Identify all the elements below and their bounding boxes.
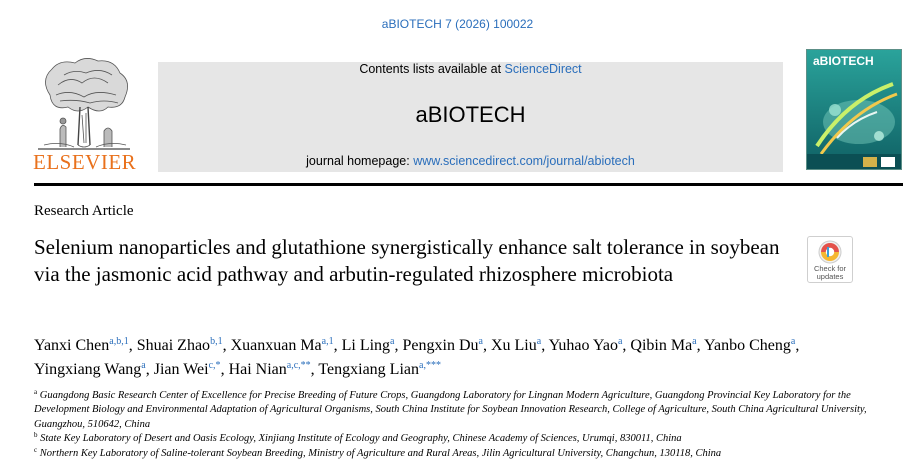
elsevier-wordmark: ELSEVIER [33,150,137,174]
journal-homepage-link[interactable]: www.sciencedirect.com/journal/abiotech [413,154,635,168]
affiliation-item: $^b$ State Key Laboratory of Desert and Oasis Ecology, Xinjiang Institute of Ecology and Geography, Chinese Academy of Sciences, Urumqi, 830011, China [34,431,682,445]
author[interactable]: Qibin Ma$^a$ [630,336,697,354]
check-updates-line1: Check for [813,264,847,273]
author[interactable]: Yanxi Chen$^{a,b,1}$ [34,336,129,354]
author[interactable]: Jian Wei$^{c,*}$ [153,360,221,378]
affiliation-item: $^c$ Northern Key Laboratory of Saline-tolerant Soybean Breeding, Ministry of Agriculture and Rural Areas, Jilin Agricultural University, Changchun, 130118, China [34,445,722,459]
homepage-prefix: journal homepage: [306,154,414,168]
author[interactable]: Li Ling$^a$ [341,336,395,354]
author[interactable]: Xuanxuan Ma$^{a,1}$ [230,336,334,354]
affiliation-list [34,389,894,461]
journal-cover-thumbnail[interactable] [806,49,902,170]
journal-banner [158,62,783,172]
author[interactable]: Shuai Zhao$^{b,1}$ [136,336,223,354]
author[interactable]: Yingxiang Wang$^a$ [34,360,146,378]
author[interactable]: Hai Nian$^{a,c,**}$ [228,360,311,378]
check-for-updates-label [808,265,852,281]
sciencedirect-link[interactable]: ScienceDirect [504,62,582,76]
cover-title: aBIOTECH [813,54,874,68]
journal-homepage-line [158,154,783,168]
tree-engraving-icon [30,55,138,153]
author[interactable]: Tengxiang Lian$^{a,***}$ [318,360,441,378]
contents-available-line [158,62,783,76]
author[interactable]: Pengxin Du$^a$ [402,336,483,354]
author[interactable]: Xu Liu$^a$ [490,336,542,354]
journal-citation[interactable]: aBIOTECH 7 (2026) 100022 [381,17,534,31]
author-list: Yanxi Chen$^{a,b,1}$, Shuai Zhao$^{b,1}$, Xuanxuan Ma$^{a,1}$, Li Ling$^a$, Pengxin Du$^a$, Xu Liu$^a$, Yuhao Yao$^a$, Qibin Ma$^a$, Yanbo Cheng$^a$, Yingxiang Wang$^a$, Jian Wei$^{c,*}$, Hai Nian$^{a,c,**}$, Tengxiang Lian$^{a,***}$ [34,336,800,378]
author[interactable]: Yuhao Yao$^a$ [548,336,623,354]
cover-art-icon [807,50,902,170]
article-type: Research Article [34,203,134,219]
check-updates-line2: updates [816,272,844,281]
journal-title: aBIOTECH [415,102,526,127]
header-rule [34,183,903,186]
check-for-updates-button[interactable] [807,236,853,283]
article-title: Selenium nanoparticles and glutathione synergistically enhance salt tolerance in soybean via the jasmonic acid pathway and arbutin-regulated rhizosphere microbiota [34,235,780,286]
affiliation-item: $^a$ Guangdong Basic Research Center of Excellence for Precise Breeding of Future Crops, Guangdong Laboratory for Lingnan Modern Agriculture, Guangdong Provincial Key Laboratory for the Development Biology and Environmental Adaptation of Agricultural Organisms, South China Institute for Soybean Innovation Research, College of Agriculture, South China Agricultural University, Guangzhou, 510642, China [34,388,867,430]
contents-prefix: Contents lists available at [359,62,505,76]
author[interactable]: Yanbo Cheng$^a$ [704,336,796,354]
